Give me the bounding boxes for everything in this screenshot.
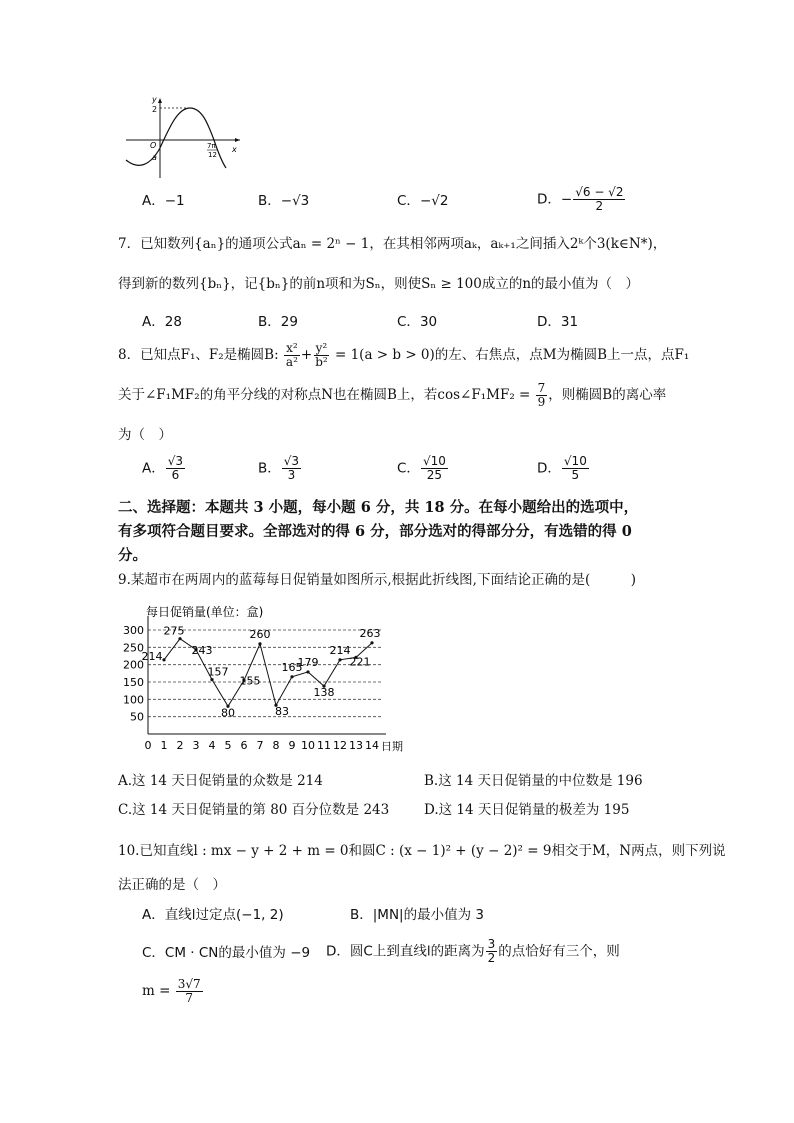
y-tick-label: 100 bbox=[123, 693, 144, 707]
q9-option-d: D.这 14 天日促销量的极差为 195 bbox=[424, 802, 630, 818]
data-point bbox=[306, 670, 309, 673]
data-point bbox=[338, 658, 341, 661]
x-tick-label: 13 bbox=[349, 739, 363, 752]
q7-line2: 得到新的数列{bₙ}，记{bₙ}的前n项和为Sₙ，则使Sₙ ≥ 100成立的n的最小值为（ ） bbox=[118, 276, 640, 292]
data-label: 179 bbox=[297, 655, 319, 669]
x-axis-arrow bbox=[235, 138, 240, 142]
x-tick-label: 2 bbox=[176, 739, 184, 752]
x-tick-label: 5 bbox=[224, 739, 232, 752]
y-tick-label: 2 bbox=[152, 105, 158, 114]
q8-line2: 关于∠F₁MF₂的角平分线的对称点N也在椭圆B上，若cos∠F₁MF₂ = $\frac{7}{9}$ ，则椭圆B的离心率 bbox=[118, 381, 667, 409]
q8-option-d: D． $\frac{√10}{5}$ bbox=[537, 454, 587, 482]
q10-option-d-cont: m = $\frac{3√7}{7}$ bbox=[142, 977, 201, 1005]
x-tick-label: 9 bbox=[288, 739, 296, 752]
section2-line3: 分。 bbox=[118, 547, 147, 564]
x-tick-label: 0 bbox=[144, 739, 152, 752]
data-label: 155 bbox=[239, 674, 261, 688]
y-axis-label: y bbox=[152, 95, 157, 104]
data-label: 243 bbox=[191, 643, 213, 657]
data-label: 263 bbox=[359, 626, 381, 640]
q7-option-d: D．31 bbox=[537, 314, 579, 330]
x-tick-label: 1 bbox=[160, 739, 168, 752]
q7-option-c: C．30 bbox=[397, 314, 438, 330]
q8-line3: 为（ ） bbox=[118, 427, 172, 443]
sales-line-chart bbox=[116, 600, 416, 756]
q6-option-a: A．−1 bbox=[142, 193, 185, 209]
x-tick-label: 11 bbox=[317, 739, 331, 752]
q6-option-b: B．−√3 bbox=[258, 193, 310, 209]
x-axis-label: x bbox=[232, 145, 237, 154]
origin-label: O bbox=[150, 141, 157, 150]
x-tick-num: 7π bbox=[207, 142, 216, 150]
chart-title: 每日促销量(单位：盒) bbox=[146, 605, 264, 619]
q10-line1: 10.已知直线l : mx − y + 2 + m = 0和圆C : (x − 1)² + (y − 2)² = 9相交于M，N两点，则下列说 bbox=[118, 843, 726, 859]
q9-option-a: A.这 14 天日促销量的众数是 214 bbox=[118, 773, 323, 789]
q8-option-b: B． $\frac{√3}{3}$ bbox=[258, 454, 300, 482]
x-tick-label: 3 bbox=[192, 739, 200, 752]
data-point bbox=[162, 658, 165, 661]
data-label: 83 bbox=[275, 705, 289, 719]
neg-label: a bbox=[152, 153, 157, 162]
q10-option-b: B．|MN|的最小值为 3 bbox=[350, 907, 484, 923]
data-point bbox=[370, 641, 373, 644]
x-tick-label: 4 bbox=[208, 739, 216, 752]
y-tick-label: 300 bbox=[123, 624, 144, 637]
x-tick-label: 7 bbox=[256, 739, 264, 752]
sine-curve bbox=[126, 108, 226, 168]
sine-graph bbox=[118, 94, 246, 182]
q6-option-c: C．−√2 bbox=[397, 193, 449, 209]
x-axis-title: 日期 bbox=[381, 740, 403, 753]
q8-line1: 8．已知点F₁、F₂是椭圆B: $\frac{\text{x²}}{\text{a²}}$ + $\frac{\text{y²}}{\text{b²}}$ = 1(a > b > 0)的左、右焦点，点M为椭圆B上一点，点F₁ bbox=[118, 341, 690, 369]
q8-option-a: A． $\frac{√3}{6}$ bbox=[142, 454, 184, 482]
q9-option-c: C.这 14 天日促销量的第 80 百分位数是 243 bbox=[118, 802, 390, 818]
data-label: 221 bbox=[349, 655, 371, 669]
y-tick-label: 50 bbox=[130, 710, 144, 724]
section2-line1: 二、选择题：本题共 3 小题，每小题 6 分，共 18 分。在每小题给出的选项中， bbox=[118, 499, 639, 516]
y-tick-label: 200 bbox=[123, 658, 144, 672]
q10-option-c: C．CM · CN的最小值为 −9 bbox=[142, 945, 311, 961]
x-tick-den: 12 bbox=[208, 151, 217, 159]
q7-option-b: B．29 bbox=[258, 314, 298, 330]
q10-line2: 法正确的是（ ） bbox=[118, 877, 226, 893]
x-tick-label: 12 bbox=[333, 739, 347, 752]
q6-option-d: D．− $\frac{√6 - √2}{2}$ bbox=[537, 185, 624, 213]
x-tick-label: 14 bbox=[365, 739, 379, 752]
data-label: 138 bbox=[313, 686, 335, 700]
data-label: 275 bbox=[163, 624, 185, 638]
data-label: 80 bbox=[221, 706, 235, 720]
q7-option-a: A．28 bbox=[142, 314, 182, 330]
y-tick-label: 250 bbox=[123, 641, 144, 655]
x-tick-label: 8 bbox=[272, 739, 280, 752]
y-axis-arrow bbox=[158, 98, 162, 103]
q10-option-a: A．直线l过定点(−1, 2) bbox=[142, 907, 284, 923]
q8-option-c: C． $\frac{√10}{25}$ bbox=[397, 454, 446, 482]
data-point bbox=[290, 675, 293, 678]
y-tick-label: 150 bbox=[123, 676, 144, 689]
data-label: 214 bbox=[329, 643, 351, 657]
x-tick-label: 10 bbox=[301, 739, 315, 752]
data-label: 165 bbox=[281, 660, 303, 674]
data-label: 214 bbox=[141, 649, 163, 663]
q9-stem: 9.某超市在两周内的蓝莓每日促销量如图所示,根据此折线图,下面结论正确的是( ) bbox=[118, 572, 636, 588]
q9-option-b: B.这 14 天日促销量的中位数是 196 bbox=[424, 773, 643, 789]
q7-line1: 7．已知数列{aₙ}的通项公式aₙ = 2ⁿ − 1，在其相邻两项aₖ，aₖ₊₁之间插入2ᵏ个3(k∈N*)， bbox=[118, 236, 667, 252]
q10-option-d: D．圆C上到直线l的距离为 $\frac{3}{2}$ 的点恰好有三个，则 bbox=[326, 937, 620, 965]
data-label: 260 bbox=[249, 627, 271, 641]
data-point bbox=[258, 642, 261, 645]
section2-line2: 有多项符合题目要求。全部选对的得 6 分，部分选对的得部分分，有选错的得 0 bbox=[118, 523, 632, 540]
x-tick-label: 6 bbox=[240, 739, 248, 752]
data-label: 157 bbox=[207, 665, 229, 679]
